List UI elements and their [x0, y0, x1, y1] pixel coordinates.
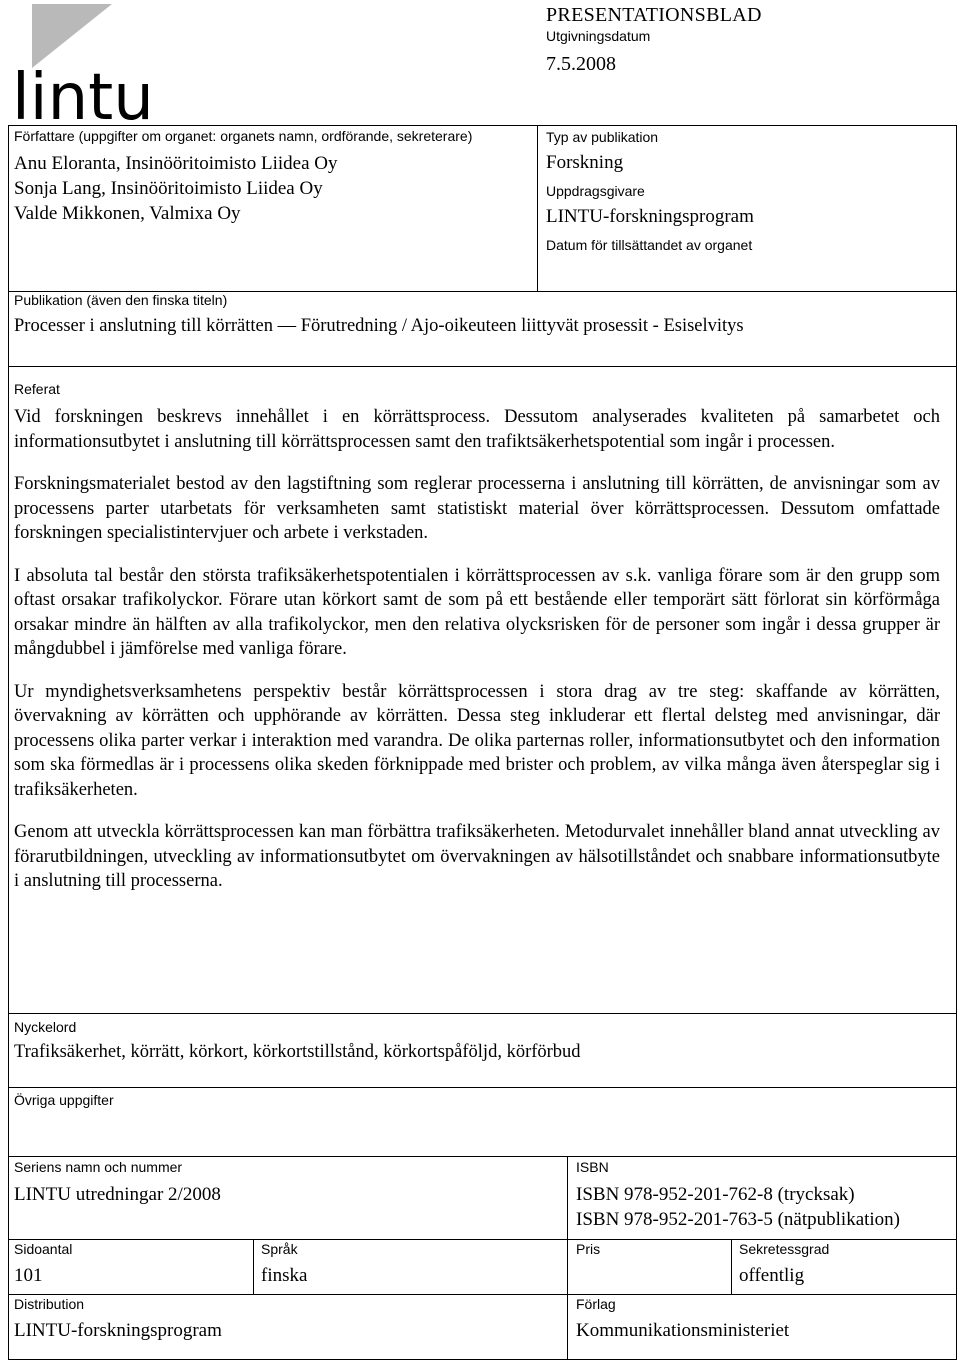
series-label: Seriens namn och nummer — [14, 1159, 183, 1175]
publication-label: Publikation (även den finska titeln) — [14, 292, 228, 308]
publication-title: Processer i anslutning till körrätten — Förutredning / Ajo-oikeuteen liittyvät prosessit - Esiselvitys — [14, 316, 744, 336]
publication-type-value: Forskning — [546, 152, 624, 173]
isbn-label: ISBN — [576, 1159, 609, 1175]
abstract-paragraph: Forskningsmaterialet bestod av den lagstiftning som reglerar processerna i anslutning till körrätten, de anvisningar som av processens parter utarbetats för verksamheten samt statistiskt material över körrättsprocessen. Dessutom omfattade forskningen specialistintervjuer och arbete i verkstaden. — [14, 474, 940, 543]
abstract-body — [14, 405, 940, 912]
language-value: finska — [261, 1265, 308, 1286]
commissioner-label: Uppdragsgivare — [546, 183, 645, 199]
authors-list — [14, 151, 337, 226]
author-line: Anu Eloranta, Insinööritoimisto Liidea Oy — [14, 153, 338, 174]
abstract-paragraph: I absoluta tal består den största trafiksäkerhetspotentialen i körrättsprocessen av s.k. vanliga förare som är den grupp som oftast orsakar trafikolyckor. Förare utan körkort samt de som på ett bestående eller temporärt sätt förlorat sin körförmåga orsakar mindre än hälften av alla trafikolyckor, men den relativa olycksrisken för de personer som ingår i dessa grupper är mångdubbel i jämförelse med vanliga förare. — [14, 565, 940, 659]
keywords-label: Nyckelord — [14, 1019, 77, 1035]
lintu-logo — [10, 2, 160, 124]
distribution-label: Distribution — [14, 1296, 85, 1312]
series-value: LINTU utredningar 2/2008 — [14, 1184, 221, 1205]
abstract-label: Referat — [14, 381, 60, 397]
other-info-box — [8, 1087, 957, 1157]
isbn-line: ISBN 978-952-201-762-8 (trycksak) — [576, 1184, 855, 1205]
authors-label: Författare (uppgifter om organet: organets namn, ordförande, sekreterare) — [14, 128, 473, 144]
secrecy-label: Sekretessgrad — [739, 1241, 830, 1257]
pages-value: 101 — [14, 1265, 43, 1286]
other-info-label: Övriga uppgifter — [14, 1092, 114, 1108]
pages-label: Sidoantal — [14, 1241, 73, 1257]
form-title: PRESENTATIONSBLAD — [546, 4, 762, 26]
abstract-paragraph: Ur myndighetsverksamhetens perspektiv består körrättsprocessen i stora drag av tre steg: skaffande av körrätten, övervakning av körrätten och upphörande av körrätten. Dessa steg inkluderar ett flertal delsteg med anvisningar, där processens olika parter verkar i interaktion med varandra. De olika parternas roller, informationsutbytet och den information som ska förmedlas är i processens olika skeden förknippade med brister och problem, av vilka många även återspeglar sig i trafiksäkerheten. — [14, 681, 940, 800]
isbn-list — [576, 1182, 900, 1232]
abstract-paragraph: Genom att utveckla körrättsprocessen kan man förbättra trafiksäkerheten. Metodurvalet innehåller bland annat utveckling av förarutbildningen, utveckling av informationsutbytet om övervakningen av hälsotillståndet och snabbare informationsutbyte i anslutning till processerna. — [14, 822, 940, 891]
price-label: Pris — [576, 1241, 601, 1257]
date-label: Utgivningsdatum — [546, 28, 651, 44]
date-value: 7.5.2008 — [546, 53, 616, 75]
commissioner-value: LINTU-forskningsprogram — [546, 206, 754, 227]
distribution-value: LINTU-forskningsprogram — [14, 1320, 222, 1341]
publisher-label: Förlag — [576, 1296, 616, 1312]
secrecy-value: offentlig — [739, 1265, 805, 1286]
abstract-paragraph: Vid forskningen beskrevs innehållet i en körrättsprocess. Dessutom analyserades kvaliteten på samarbetet och informationsutbytet i anslutning till körrättsprocessen samt den trafiktsäkerhetspotential som ingår i processen. — [14, 407, 940, 452]
logo-text: lintu — [12, 61, 154, 124]
author-line: Valde Mikkonen, Valmixa Oy — [14, 203, 241, 224]
language-label: Språk — [261, 1241, 298, 1257]
keywords-value: Trafiksäkerhet, körrätt, körkort, körkortstillstånd, körkortspåföljd, körförbud — [14, 1042, 581, 1062]
lintu-logo-graphic — [10, 2, 160, 124]
appointment-date-label: Datum för tillsättandet av organet — [546, 237, 753, 253]
publication-type-label: Typ av publikation — [546, 129, 659, 145]
author-line: Sonja Lang, Insinööritoimisto Liidea Oy — [14, 178, 323, 199]
isbn-line: ISBN 978-952-201-763-5 (nätpublikation) — [576, 1209, 901, 1230]
publisher-value: Kommunikationsministeriet — [576, 1320, 790, 1341]
